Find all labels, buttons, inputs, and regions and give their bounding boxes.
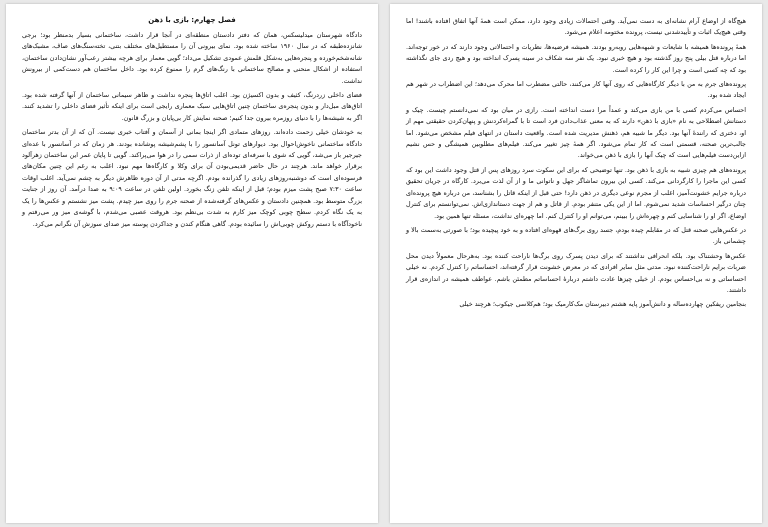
paragraph: همهٔ پرونده‌ها همیشه با شایعات و شبهه‌هایی روبه‌رو بودند. همیشه فرضیه‌ها، نظریات و احتمالاتی وجود دارند که در خور توجه‌اند. اما درباره قتل بیلی پنج روز گذشته بود و هیچ خبری نبود. یک نفر سه شکاف در سینه پسرک انداخته بود و هیچ ردی جای نگذاشته بود که چه کسی است و چرا این کار را کرده است. (406, 42, 746, 74)
paragraph: پرونده‌های جرم به من با دیگر کارگاه‌هایی که روی آنها کار می‌کنند، حالتی مضطرب اما محرک می‌دهد؛ این اضطراب در شهر هم ایجاد شده بود. (406, 80, 746, 100)
paragraph: بنجامین ریفکین چهارده‌ساله و دانش‌آموز پایه هشتم دبیرستان مک‌کارمیک بود؛ هم‌کلاسی جیکوب؛ هرچند خیلی (459, 300, 746, 309)
paragraph: به خودشان خیلی زحمت داده‌اند. روزهای متمادی اگر اینجا بمانی از آسمان و آفتاب خبری نیست. آن که از آن بدتر ساختمان دادگاه ساختمانی ناخوش‌احوال بود. دیوارهای تونل آسانسور را با پشم‌شیشه پوشانده بودند. هر زمان که در آسانسور با عده‌ای جیرجیر باز می‌شد، گویی که شوی با سرفه‌ای توده‌ای از ذرات سمی را در هوا می‌پراکند. گویی تا پایان عمر این ساختمان زهرآلود برقرار خواهد ماند. هرچند در حال حاضر قدیمی‌بودن آن برای وکلا و کارگاه‌ها مهم نبود. اغلب به رغم این چنین مکان‌های فرسوده‌ای است که دوشنبه‌روزهای زیادی را گذرانده بودم. اگرچه مدتی از آن دوره ظاهرش دیگر به چشم نمی‌آید. اغلب اوقات ساعت ۷:۳۰ صبح پشت میزم بودم؛ قبل از اینکه تلفن زنگ بخورد. اولین تلفن در ساعت ۹:۰۹ به صدا درآمد. آن روز از جنایت بزرگ متوسط بود. همچنین دادستان و عکس‌های گرفته‌شده از صحنه جرم را روی میز چیدم. پشت میز نشستم و عکس‌ها را یک به یک نگاه کردم. سطح چوبی کوچک میز کارم به شدت بی‌نظم بود. هروقت عصبی می‌شدم، با گوشه‌ی میز ور می‌رفتم و ناخودآگاه با دستم روکش چوبی‌اش را سائیده بودم. گاهی هنگام کندن و جداکردن پوسته میز صدای سوزش آن نگرانم می‌کرد. (22, 128, 363, 228)
paragraph: هیچ‌گاه از اوضاع آرام نشانه‌ای به دست نمی‌آید. وقتی احتمالات زیادی وجود دارد، ممکن است همهٔ آنها اتفاق افتاده باشند! اما وقتی هیچ‌یک اثبات و تأییدشدنی نیست، پرونده مختومه اعلام می‌شود. (406, 17, 746, 37)
paragraph: عکس‌ها وحشتناک بود. بلکه انحرافی نداشتند که برای دیدن پسرک روی برگ‌ها ناراحت کننده بود. به‌هرحال معمولاً دیدن محل ضربات برایم ناراحت‌کننده نبود. مدتی مثل سایر افرادی که در معرض خشونت قرار گرفته‌اند، احساساتم را کنترل کردم. نه خیلی احساساتی و نه بی‌احساس بودم. از خیلی چیزها عادت داشتم دربارهٔ احساساتم مطمئن باشم. عواطف همیشه در اندازه‌ی قرار داشتند. (406, 251, 746, 294)
paragraph: احساس می‌کردم کسی با من بازی می‌کند و عمداً مرا دست انداخته است. رازی در میان بود که نمی‌دانستم چیست. چیک و دستانش اصطلاحی به نام «بازی با ذهن» دارند که به معنی عذاب‌دادن فرد است تا با گمراه‌کردنش و پنهان‌کردن حقیقتی مهم از او، دختری که رانندهٔ آنها بود. دیگر ما شبیه هم، ذهنش مدیریت شده است. واقعیت داستان در انتهای فیلم مشخص می‌شود. اما جالب‌ترین صحنه، قسمتی است که کار تمام می‌شود. اگر همهٔ چیز تغییر می‌کند. فیلم‌های مطلوبین همیشگی و حس نشیم ازاین‌دست فیلم‌هایی است که چیک آنها را بازی با ذهن می‌خواند. (406, 105, 746, 160)
left-page (6, 4, 378, 523)
chapter-heading: فصل چهارم: بازی با ذهن (148, 16, 236, 24)
paragraph: دادگاه شهرستان میدلیسکس، همان که دفتر دادستان منطقه‌ای در آنجا قرار داشت، ساختمانی بسیار بدمنظر بود؛ برجی شانزده‌طبقه که در سال ۱۹۶۰ ساخته شده بود. نمای بیرونی آن را مستطیل‌های مختلف بتنی، تخته‌سنگ‌های صاف، مشبک‌های شانه‌شخم‌خورده و پنجره‌هایی به‌شکل قلمش عمودی تشکیل می‌داد؛ گویی معمار برای هرچه بیشتر رعب‌آور نشان‌دادن ساختمان، استفاده از اشکال منحنی و مصالح ساختمانی با رنگ‌های گرم را ممنوع کرده بود. داخل ساختمان هم دست‌کمی از بیرونش نداشت. (22, 31, 362, 85)
paragraph: در عکس‌هایی صحنه قتل که در مقابلم چیده بودم، جسد روی برگ‌های قهوه‌ای افتاده و به خود پیچیده بود؛ با صورتی به‌سمت بالا و چشمانی باز. (406, 225, 746, 246)
paragraph: پرونده‌های هم چیزی شبیه به بازی با ذهن بود. تنها توضیحی که برای این سکوت سرد روزهای پس از قتل وجود داشت این بود که کسی این ماجرا را کارگردانی می‌کند. کسی این بیرون تماشاگر جهل و ناتوانی ما و از آن لذت می‌برد. کارگاه در جریان تحقیق درباره جرایم خشونت‌آمیز، اغلب از مجرم نوعی دیگری در ذهن دارد! حتی قبل از اینکه قاتل را بشناسد، من درباره هیچ پرونده‌ای چنان درگیر احساسات شدید نمی‌شوم. اما از این یکی متنفر بودم. از قاتل و هم از جهت دستاندازی‌اش. نمی‌توانستم برای کنترل اوضاع، اگر او را شناسایی کنم و چهره‌اش را ببینم، می‌توانم او را کنترل کنم. اما چهره‌ای نداشت، مسئله تنها همین بود. (406, 165, 746, 220)
right-page (390, 4, 762, 523)
paragraph: فضای داخلی زردرنگ، کثیف و بدون اکسیژن بود. اغلب اتاق‌ها پنجره نداشت و ظاهر سیمانی ساختمان از آنها گرفته شده بود. اتاق‌های مبل‌دار و بدون پنجره‌ی ساختمان چنین اتاق‌هایی سبک معماری رایجی است برای اینکه تأثیر فضای داخلی را تشدید کنند. اگر به شیشه‌ها را با دنیای روزمره بیرون جدا کنیم؛ صحنه نمایش کار بی‌پایان و بزرگ قانون. (22, 91, 362, 122)
